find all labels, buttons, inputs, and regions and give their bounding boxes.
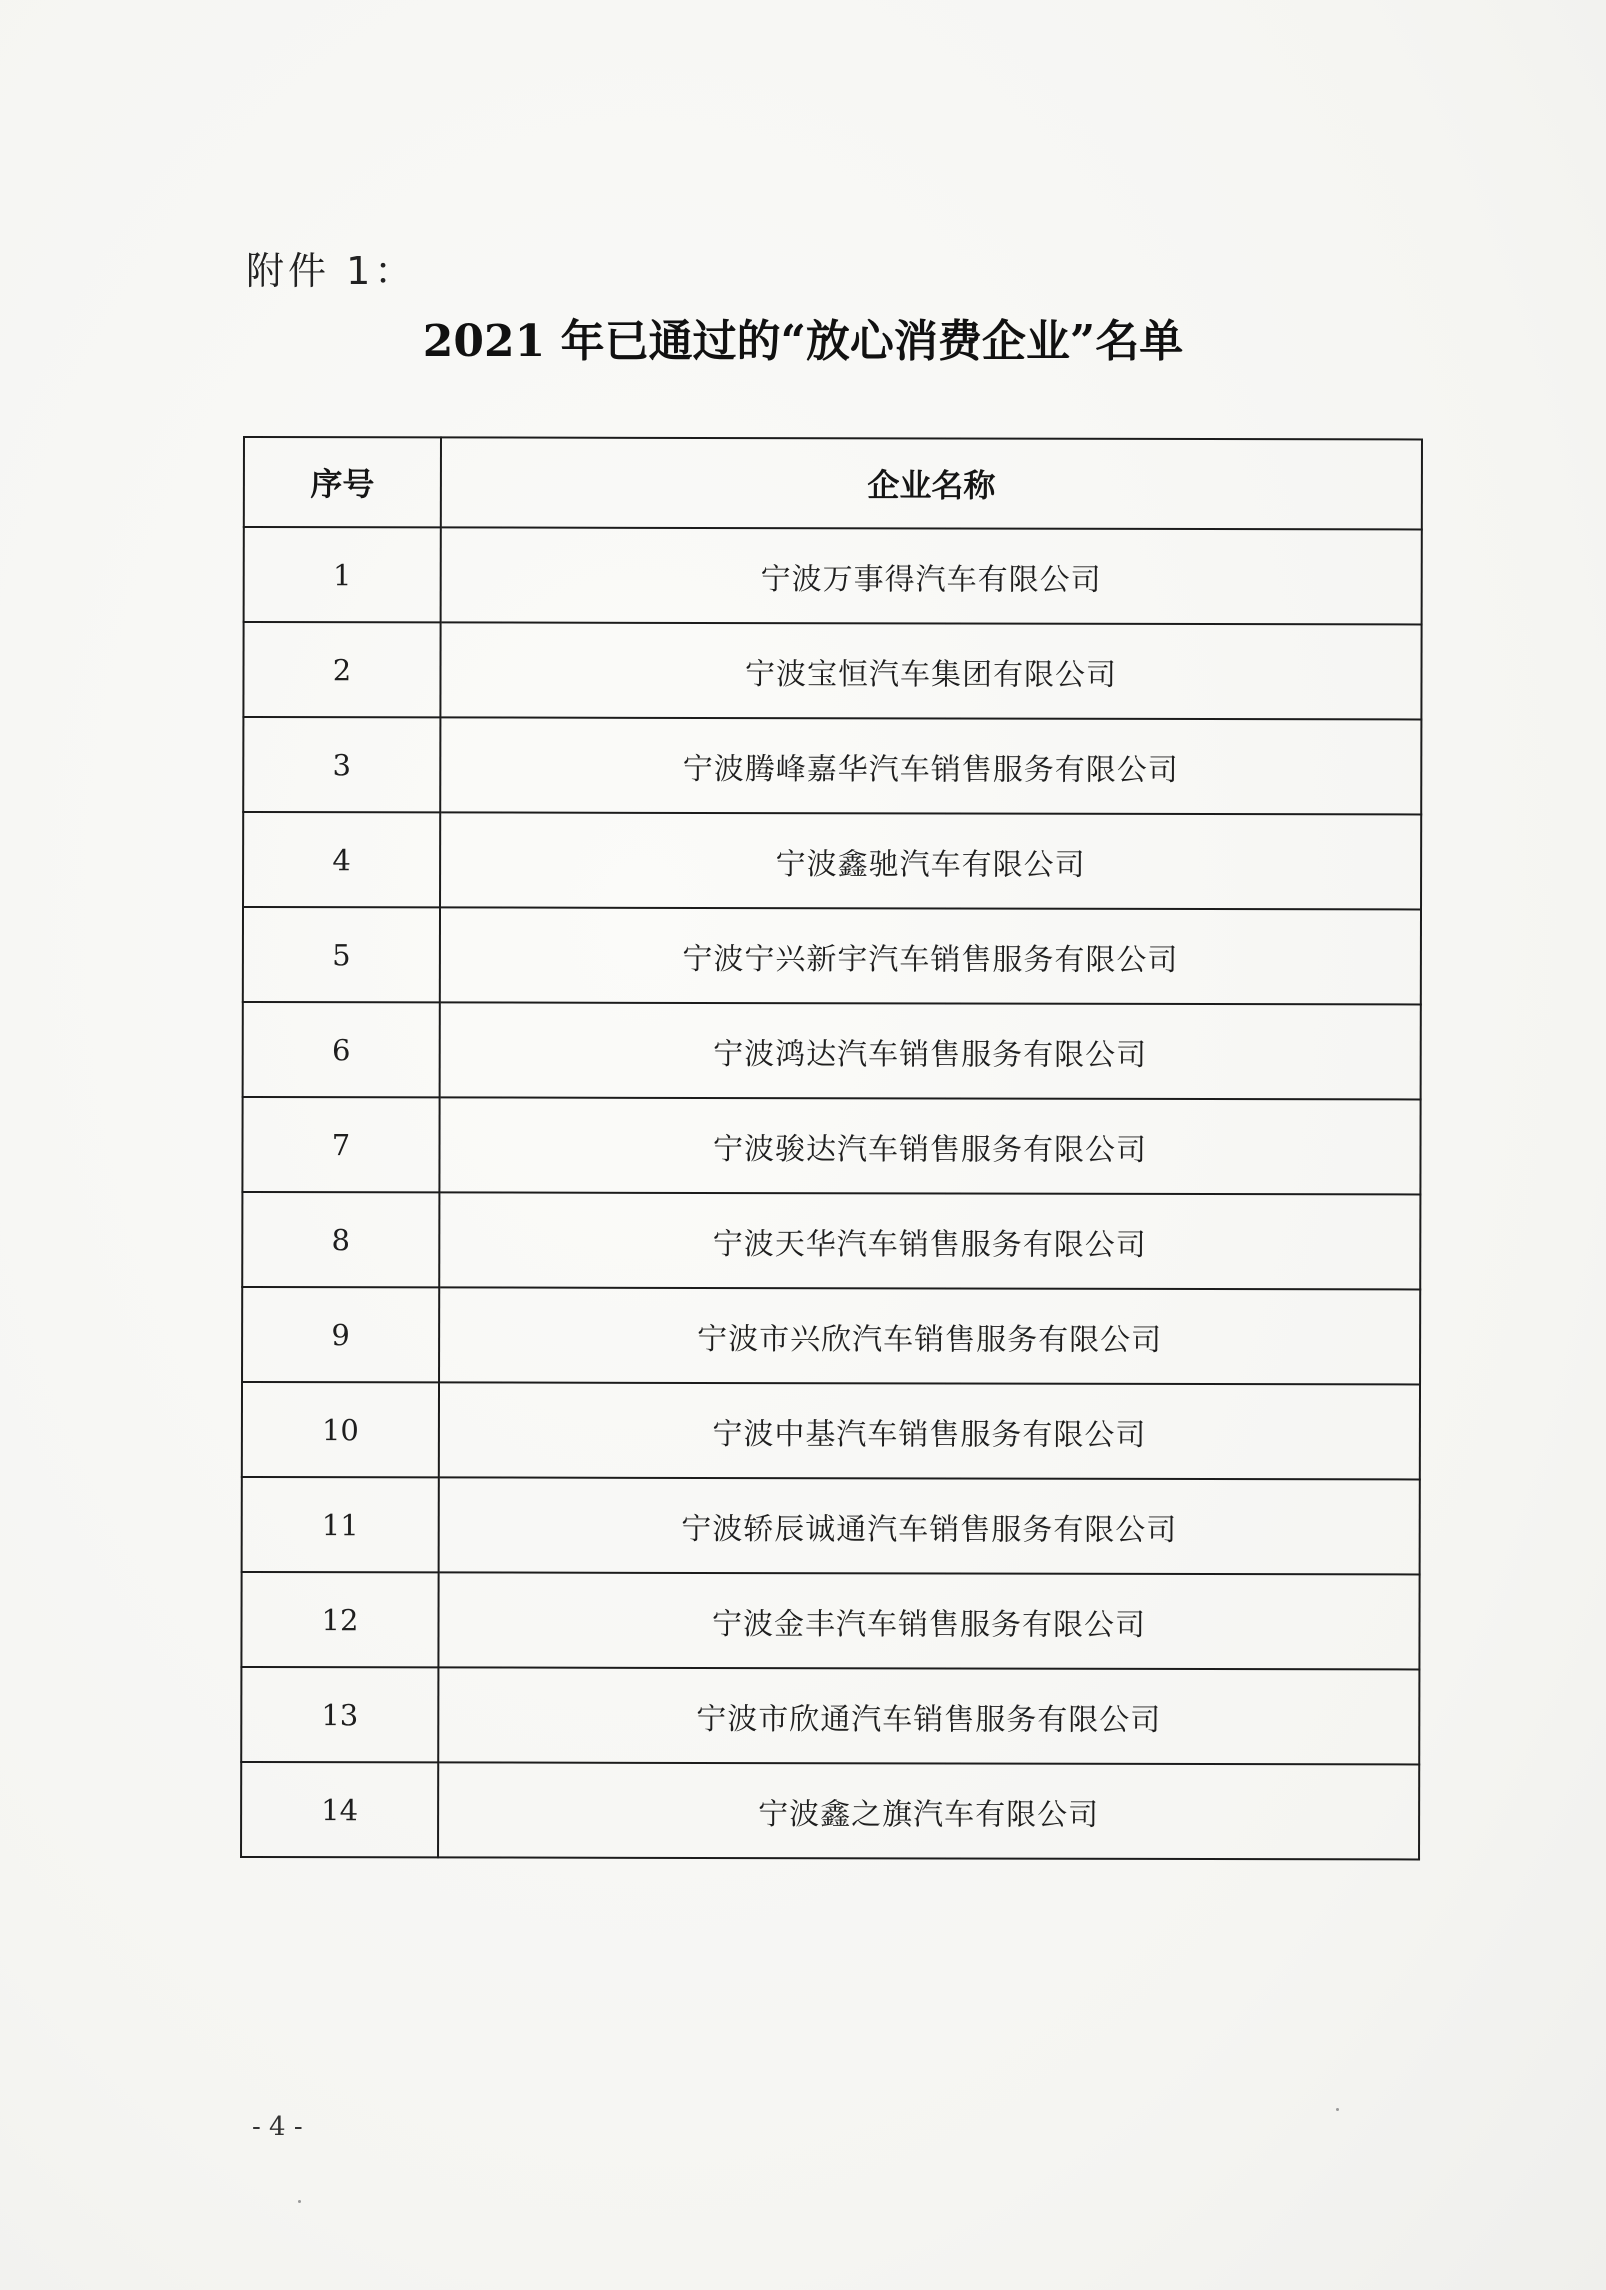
row-enterprise-name: 宁波天华汽车销售服务有限公司	[439, 1192, 1420, 1289]
document-title: 2021 年已通过的“放心消费企业”名单	[422, 316, 1184, 367]
table-row	[242, 1287, 1420, 1384]
row-enterprise-name: 宁波轿辰诚通汽车销售服务有限公司	[439, 1477, 1420, 1574]
row-enterprise-name: 宁波市欣通汽车销售服务有限公司	[438, 1667, 1419, 1764]
table-row	[243, 717, 1421, 814]
row-number: 13	[241, 1667, 438, 1762]
table-row	[242, 1192, 1420, 1289]
header-serial-number: 序号	[244, 437, 441, 527]
scan-speck	[298, 2200, 301, 2203]
row-number: 5	[243, 907, 440, 1002]
row-enterprise-name: 宁波中基汽车销售服务有限公司	[439, 1382, 1420, 1479]
table-row	[243, 907, 1421, 1004]
table-row	[244, 527, 1422, 624]
row-number: 10	[242, 1382, 439, 1477]
header-enterprise-name: 企业名称	[441, 437, 1422, 529]
table-row	[242, 1477, 1420, 1574]
table-row	[241, 1572, 1419, 1669]
enterprise-table-container	[243, 436, 1421, 1858]
scan-speck	[1336, 2108, 1339, 2111]
row-number: 4	[243, 812, 440, 907]
table-row	[243, 812, 1421, 909]
row-enterprise-name: 宁波鑫之旗汽车有限公司	[438, 1762, 1419, 1859]
page-number: - 4 -	[252, 2112, 303, 2142]
row-enterprise-name: 宁波腾峰嘉华汽车销售服务有限公司	[440, 717, 1421, 814]
table-row	[243, 622, 1421, 719]
table-row	[242, 1097, 1420, 1194]
row-enterprise-name: 宁波鸿达汽车销售服务有限公司	[440, 1002, 1421, 1099]
table-row	[241, 1762, 1419, 1859]
enterprise-table	[240, 436, 1423, 1860]
row-enterprise-name: 宁波金丰汽车销售服务有限公司	[438, 1572, 1419, 1669]
row-enterprise-name: 宁波万事得汽车有限公司	[441, 527, 1422, 624]
row-number: 14	[241, 1762, 438, 1857]
row-enterprise-name: 宁波市兴欣汽车销售服务有限公司	[439, 1287, 1420, 1384]
row-number: 2	[243, 622, 440, 717]
table-header-row	[244, 437, 1422, 529]
row-enterprise-name: 宁波骏达汽车销售服务有限公司	[439, 1097, 1420, 1194]
row-number: 11	[242, 1477, 439, 1572]
table-row	[243, 1002, 1421, 1099]
row-enterprise-name: 宁波宁兴新宇汽车销售服务有限公司	[440, 907, 1421, 1004]
row-enterprise-name: 宁波鑫驰汽车有限公司	[440, 812, 1421, 909]
row-number: 8	[242, 1192, 439, 1287]
table-row	[241, 1667, 1419, 1764]
row-number: 3	[243, 717, 440, 812]
row-enterprise-name: 宁波宝恒汽车集团有限公司	[440, 622, 1421, 719]
attachment-label: 附件 1：	[246, 249, 417, 293]
row-number: 6	[243, 1002, 440, 1097]
row-number: 9	[242, 1287, 439, 1382]
row-number: 12	[241, 1572, 438, 1667]
table-row	[242, 1382, 1420, 1479]
row-number: 7	[242, 1097, 439, 1192]
row-number: 1	[244, 527, 441, 622]
